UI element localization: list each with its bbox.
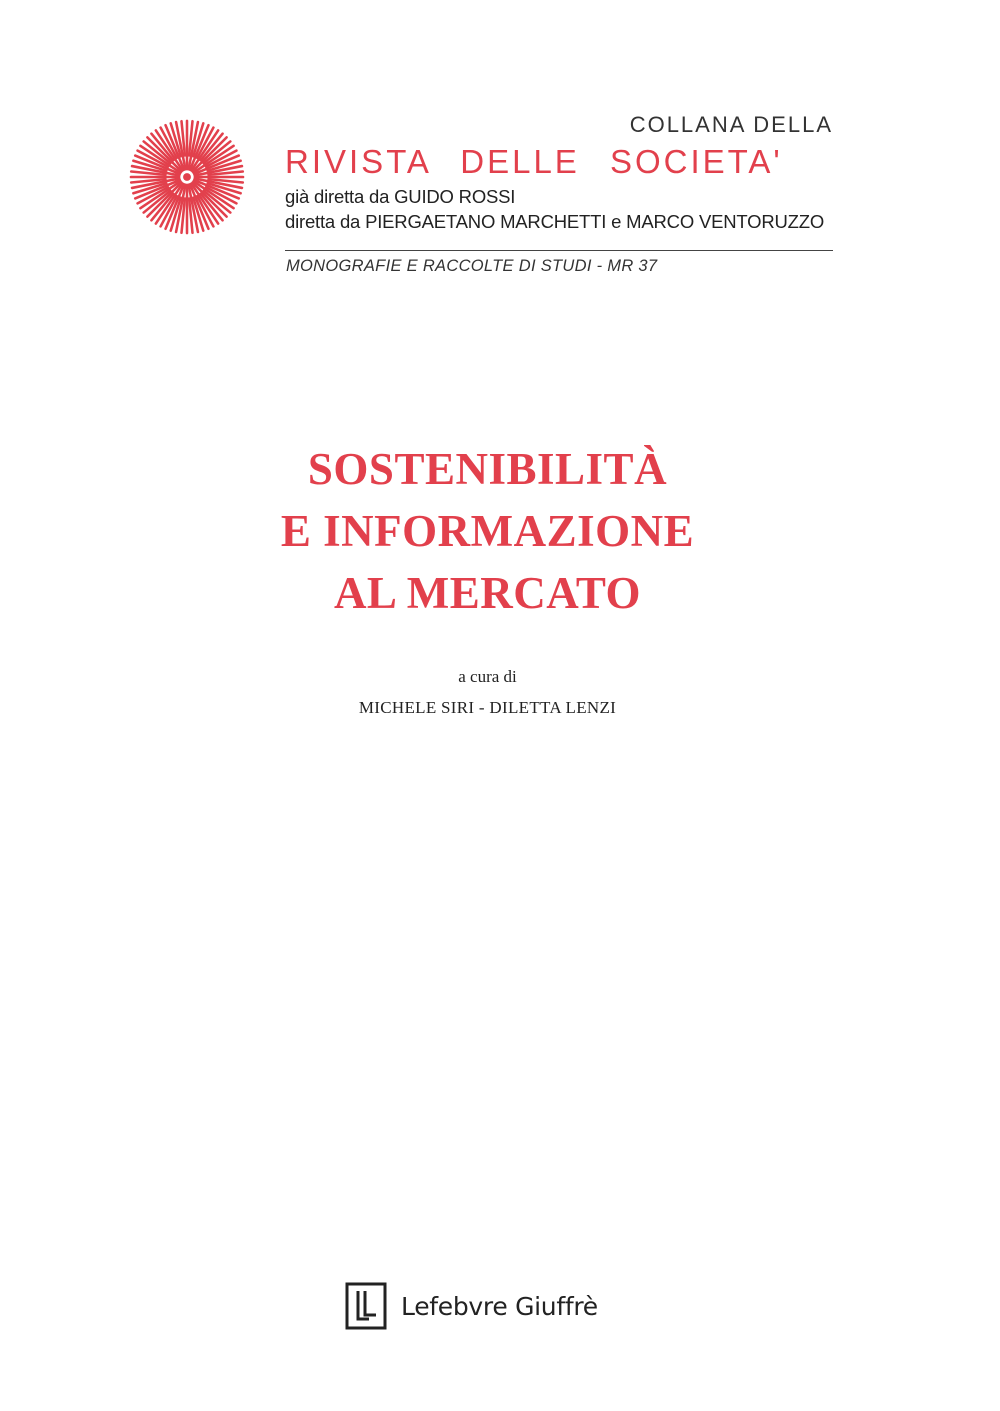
- book-title: [0, 438, 975, 624]
- current-directors: diretta da PIERGAETANO MARCHETTI e MARCO VENTORUZZO: [285, 211, 825, 232]
- publisher-name: Lefebvre Giuffrè: [401, 1291, 598, 1321]
- title-line-3: AL MERCATO: [333, 568, 642, 618]
- series-divider: [285, 250, 833, 251]
- editor-label: a cura di: [458, 667, 517, 686]
- title-line-2: E INFORMAZIONE: [280, 506, 695, 556]
- publisher-logo: [345, 1280, 598, 1332]
- editors: MICHELE SIRI - DILETTA LENZI: [358, 698, 617, 717]
- series-header: [285, 110, 835, 234]
- series-line: MONOGRAFIE E RACCOLTE DI STUDI - MR 37: [286, 257, 658, 275]
- title-line-1: SOSTENIBILITÀ: [307, 444, 668, 494]
- journal-name: RIVISTA DELLE SOCIETA': [285, 143, 783, 180]
- rosette-logo-icon: [128, 118, 246, 236]
- collana-label: COLLANA DELLA: [629, 112, 833, 137]
- publisher-mark-icon: [345, 1282, 387, 1330]
- former-director: già diretta da GUIDO ROSSI: [285, 186, 516, 207]
